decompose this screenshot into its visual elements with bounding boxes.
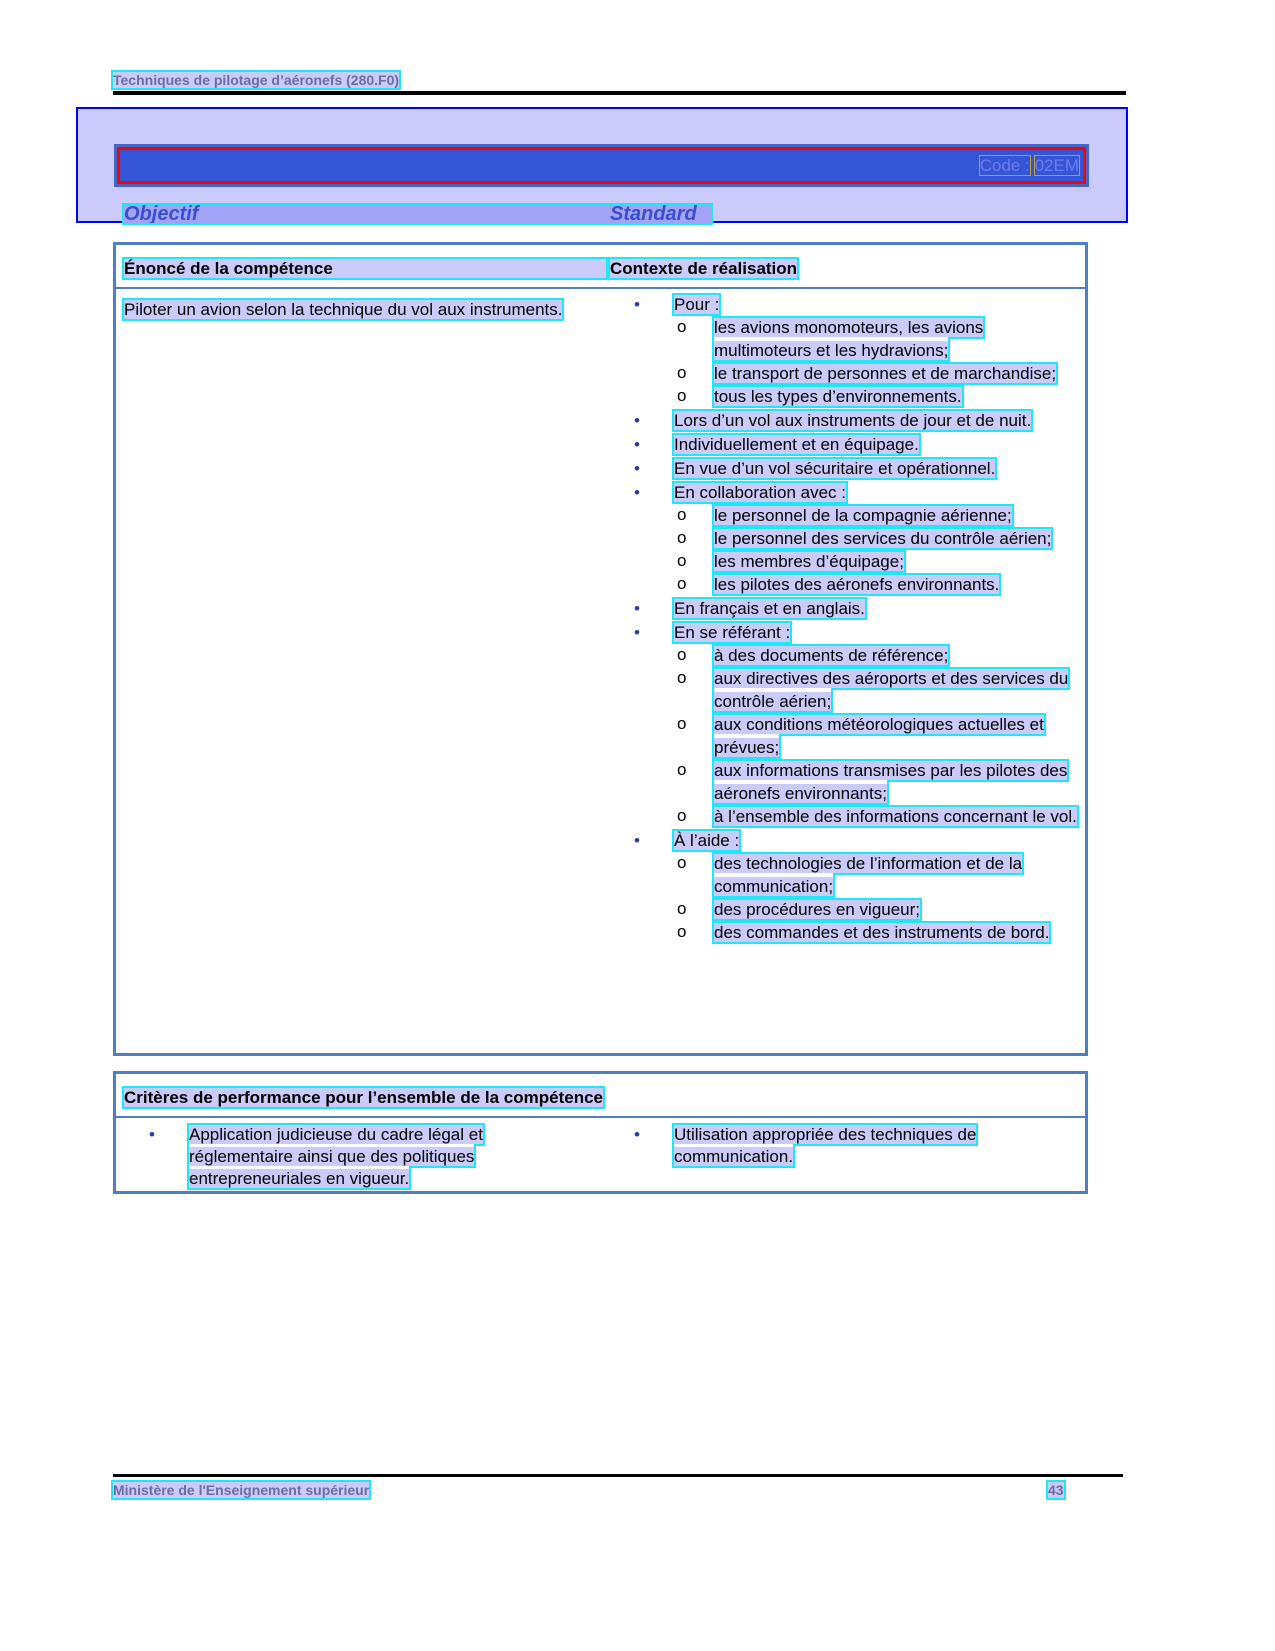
contexte-sublist	[674, 504, 1079, 596]
contexte-item	[634, 829, 1079, 944]
bullet-icon: •	[634, 483, 640, 502]
bullet-icon: •	[634, 435, 640, 454]
contexte-subitem	[634, 527, 1079, 550]
bullet-icon: •	[634, 599, 640, 618]
contexte-subitem-text: les pilotes des aéronefs environnants.	[714, 575, 1000, 594]
contexte-subitem	[634, 805, 1079, 828]
circle-bullet-icon: o	[677, 363, 687, 382]
contexte-sublist	[674, 852, 1079, 944]
enonce-text: Piloter un avion selon la technique du vol aux instruments.	[124, 300, 563, 319]
contexte-item-text: Pour :	[674, 295, 720, 314]
bullet-icon: •	[149, 1125, 155, 1144]
bullet-icon: •	[634, 831, 640, 850]
critere-item: • Utilisation appropriée des techniques de communication.	[634, 1125, 977, 1166]
contexte-item	[634, 481, 1079, 596]
criteres-heading: Critères de performance pour l’ensemble de la compétence	[124, 1088, 603, 1107]
circle-bullet-icon: o	[677, 668, 687, 687]
contexte-subitem	[634, 921, 1079, 944]
contexte-list	[634, 293, 1079, 945]
contexte-item-text: Individuellement et en équipage.	[674, 435, 919, 454]
contexte-subitem	[634, 573, 1079, 596]
contexte-subitem	[634, 385, 1079, 408]
competency-code	[980, 156, 1079, 176]
objectif-standard-row	[124, 205, 711, 223]
competency-band	[76, 107, 1128, 223]
contexte-item	[634, 433, 1079, 456]
contexte-subitem	[634, 550, 1079, 573]
contexte-subitem	[634, 852, 1079, 898]
circle-bullet-icon: o	[677, 899, 687, 918]
contexte-subitem-text: des technologies de l’information et de la communication;	[714, 854, 1023, 896]
contexte-item-text: À l’aide :	[674, 831, 740, 850]
competence-table	[113, 242, 1088, 1056]
contexte-item	[634, 597, 1079, 620]
contexte-subitem	[634, 898, 1079, 921]
circle-bullet-icon: o	[677, 714, 687, 733]
contexte-item-text: En collaboration avec :	[674, 483, 846, 502]
contexte-subitem-text: à des documents de référence;	[714, 646, 949, 665]
bullet-icon: •	[634, 295, 640, 314]
contexte-subitem-text: des procédures en vigueur;	[714, 900, 921, 919]
contexte-subitem-text: aux conditions météorologiques actuelles et prévues;	[714, 715, 1044, 757]
contexte-item-text: Lors d’un vol aux instruments de jour et de nuit.	[674, 411, 1032, 430]
circle-bullet-icon: o	[677, 551, 687, 570]
criteres-table	[113, 1071, 1088, 1194]
circle-bullet-icon: o	[677, 853, 687, 872]
contexte-subitem-text: les avions monomoteurs, les avions multimoteurs et les hydravions;	[714, 318, 984, 360]
circle-bullet-icon: o	[677, 760, 687, 779]
contexte-item-text: En français et en anglais.	[674, 599, 865, 618]
circle-bullet-icon: o	[677, 505, 687, 524]
code-label: Code :	[979, 156, 1030, 175]
code-bar	[114, 144, 1089, 187]
contexte-subitem	[634, 504, 1079, 527]
enonce-heading: Énoncé de la compétence	[124, 259, 606, 278]
bullet-icon: •	[634, 459, 640, 478]
header-title: Techniques de pilotage d’aéronefs (280.F0)	[113, 72, 400, 88]
bullet-icon: •	[634, 411, 640, 430]
circle-bullet-icon: o	[677, 528, 687, 547]
contexte-subitem-text: les membres d’équipage;	[714, 552, 904, 571]
bullet-icon: •	[634, 623, 640, 642]
contexte-subitem	[634, 667, 1079, 713]
contexte-subitem	[634, 759, 1079, 805]
contexte-item	[634, 293, 1079, 408]
contexte-item	[634, 621, 1079, 828]
contexte-subitem-text: le transport de personnes et de marchandise;	[714, 364, 1057, 383]
circle-bullet-icon: o	[677, 645, 687, 664]
contexte-sublist	[674, 644, 1079, 828]
contexte-subitem	[634, 644, 1079, 667]
circle-bullet-icon: o	[677, 922, 687, 941]
contexte-heading: Contexte de réalisation	[610, 259, 798, 278]
circle-bullet-icon: o	[677, 806, 687, 825]
bullet-icon: •	[634, 1125, 640, 1144]
contexte-subitem-text: le personnel de la compagnie aérienne;	[714, 506, 1012, 525]
objectif-label: Objectif	[124, 203, 199, 225]
contexte-subitem-text: tous les types d’environnements.	[714, 387, 962, 406]
critere-item: • Application judicieuse du cadre légal et réglementaire ainsi que des politiques entrepreneuriales en vigueur.	[149, 1125, 483, 1188]
contexte-subitem-text: aux informations transmises par les pilotes des aéronefs environnants;	[714, 761, 1068, 803]
contexte-item	[634, 457, 1079, 480]
contexte-subitem-text: le personnel des services du contrôle aérien;	[714, 529, 1052, 548]
footer-ministry: Ministère de l'Enseignement supérieur	[113, 1482, 370, 1498]
circle-bullet-icon: o	[677, 386, 687, 405]
contexte-subitem	[634, 362, 1079, 385]
contexte-subitem-text: à l’ensemble des informations concernant le vol.	[714, 807, 1077, 826]
page-number: 43	[1048, 1482, 1064, 1498]
circle-bullet-icon: o	[677, 317, 687, 336]
contexte-item-text: En vue d’un vol sécuritaire et opérationnel.	[674, 459, 996, 478]
contexte-sublist	[674, 316, 1079, 408]
contexte-subitem	[634, 316, 1079, 362]
contexte-item	[634, 409, 1079, 432]
contexte-subitem-text: des commandes et des instruments de bord.	[714, 923, 1050, 942]
standard-label: Standard	[610, 203, 697, 225]
contexte-subitem-text: aux directives des aéroports et des services du contrôle aérien;	[714, 669, 1069, 711]
code-value: 02EM	[1034, 156, 1079, 175]
header-rule	[113, 91, 1126, 95]
contexte-item-text: En se référant :	[674, 623, 791, 642]
circle-bullet-icon: o	[677, 574, 687, 593]
contexte-subitem	[634, 713, 1079, 759]
footer-rule	[113, 1474, 1123, 1477]
